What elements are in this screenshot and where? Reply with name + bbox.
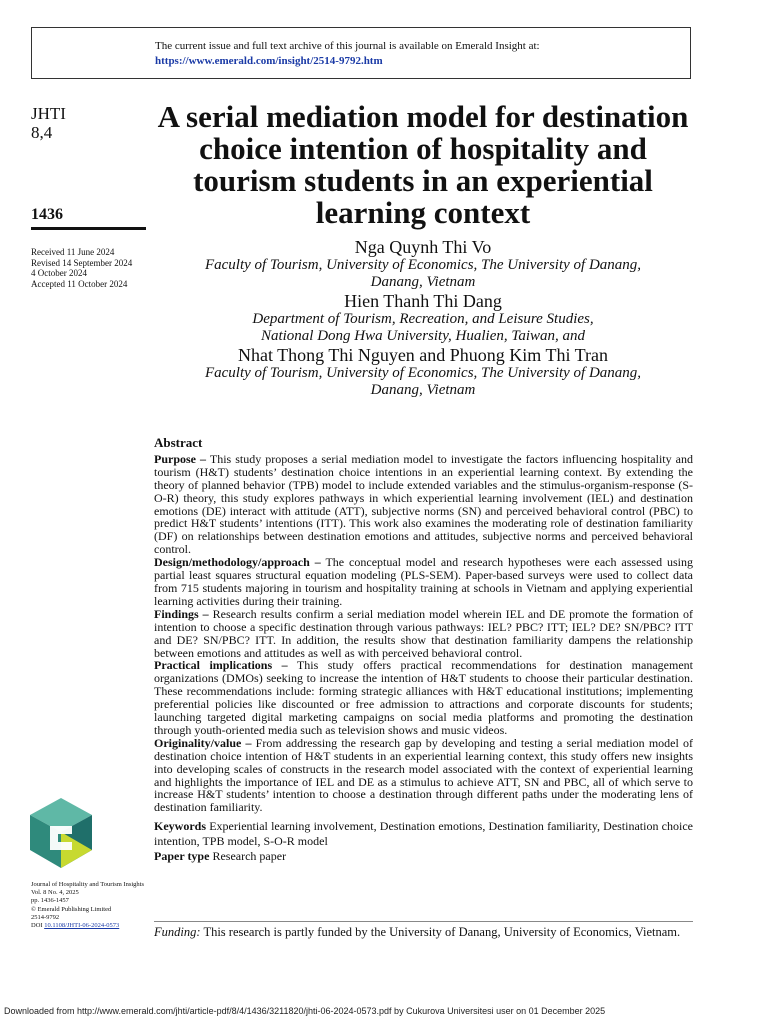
keywords-label: Keywords: [154, 819, 206, 834]
section-label: Practical implications –: [154, 658, 288, 673]
download-footer: Downloaded from http://www.emerald.com/jhti/article-pdf/8/4/1436/3211820/jhti-06-2024-0573.pdf by Cukurova Universitesi user on 01 December 2025: [4, 1006, 606, 1016]
journal-abbrev: JHTI: [31, 104, 66, 123]
section-text: The conceptual model and research hypotheses were each assessed using partial least squares structural equation modeling (PLS-SEM). Paper-based surveys were used to collect data from 715 students majoring in tourism and hospitality training at schools in Vietnam and applying experiential learning activities during their training.: [154, 555, 693, 608]
author-affiliation: Danang, Vietnam: [370, 382, 476, 398]
author-affiliation: Danang, Vietnam: [370, 274, 476, 290]
abstract-purpose: [154, 453, 693, 556]
journal-volume: 8,4: [31, 123, 53, 142]
emerald-logo: [30, 798, 92, 868]
funding-label: Funding:: [154, 925, 201, 939]
archive-notice: The current issue and full text archive of this journal is available on Emerald Insight at:: [155, 40, 540, 52]
journal-metadata: [31, 881, 144, 930]
section-text: This study proposes a serial mediation model to investigate the factors influencing hospitality and tourism (H&T) students’ destination choice intentions in an experiential learning context. By extending the theory of planned behavior (TPB) model to include extended variables and the stimulus-organism-response (S-O-R) theory, this study explores pathways in which experiential learning involvement (IEL) and destination emotions (DE) interact with attitude (ATT), subjective norms (SN) and perceived behavioral control (PBC) to predict H&T students’ intentions (ITT). This work also examines the moderating role of destination familiarity (DF) on relationships between destination emotions and attitudes, subjective norms and perceived behavioral control.: [154, 451, 693, 557]
journal-issue: Vol. 8 No. 4, 2025: [31, 889, 79, 897]
abstract-block: [154, 437, 693, 864]
author-affiliation: Faculty of Tourism, University of Economics, The University of Danang,: [204, 365, 642, 381]
author-name: Nga Quynh Thi Vo: [354, 237, 492, 257]
abstract-design: [154, 556, 693, 608]
article-dates: [31, 247, 132, 289]
keywords-text: Experiential learning involvement, Destination emotions, Destination familiarity, Destination choice intention, TPB model, S-O-R model: [154, 819, 693, 849]
section-text: From addressing the research gap by developing and testing a serial mediation model of destination choice intention of H&T students in an experiential learning context, this study offers new insights into developing scales of constructs in the research model associated with the context of experiential learning and highlights the importance of IEL and DE as a stimulus to achieve ATT, SN and PBC, all of which serve to increase H&T students’ intention to choose a destination through different paths under the moderating lens of destination familiarity.: [154, 735, 693, 815]
revised-date-2: 4 October 2024: [31, 268, 87, 278]
page-number-rule: [31, 227, 146, 230]
journal-name: Journal of Hospitality and Tourism Insights: [31, 881, 144, 888]
journal-id: [31, 104, 66, 142]
journal-issn: 2514-9792: [31, 913, 60, 921]
abstract-originality: [154, 737, 693, 814]
journal-archive-box: [31, 27, 691, 79]
doi-line: [31, 922, 144, 930]
accepted-date: Accepted 11 October 2024: [31, 278, 128, 289]
funding-text: This research is partly funded by the University of Danang, University of Economics, Vietnam.: [203, 925, 681, 939]
section-label: Findings –: [154, 606, 209, 621]
article-title: A serial mediation model for destination choice intention of hospitality and tourism students in an experiential learning context: [157, 99, 689, 230]
abstract-findings: [154, 608, 693, 660]
journal-publisher: © Emerald Publishing Limited: [31, 905, 112, 913]
funding-rule: [154, 921, 693, 922]
doi-link[interactable]: 10.1108/JHTI-06-2024-0573: [44, 922, 120, 930]
funding-note: [154, 925, 714, 940]
author-block: [150, 237, 696, 399]
journal-url-link[interactable]: https://www.emerald.com/insight/2514-9792.htm: [155, 55, 383, 67]
section-text: This study offers practical recommendations for destination management organizations (DMOs) seeking to increase the intention of H&T students to choose their particular destination. These recommendations include: forming strategic alliances with H&T educational institutions; implementing preferential policies like discounted or free admission to attractions and corporate discounts for students; launching targeted digital marketing campaigns on social media platforms and promoting the destination through youth-oriented media such as television shows and music videos.: [154, 658, 693, 737]
page-number: 1436: [31, 206, 63, 223]
section-text: Research results confirm a serial mediation model wherein IEL and DE promote the formation of intention to choose a specific destination through various pathways: IEL? PBC? ITT; IEL? DE? SN/PBC? ITT and DE? SN/PBC? ITT. In addition, the results show that destination familiarity dampens the relationship between emotions and attitudes as well as with perceived behavioral control.: [154, 606, 694, 660]
author-affiliation: National Dong Hwa University, Hualien, Taiwan, and: [260, 328, 586, 344]
section-label: Purpose –: [154, 451, 207, 466]
author-affiliation: Department of Tourism, Recreation, and Leisure Studies,: [252, 311, 594, 327]
author-name: Hien Thanh Thi Dang: [344, 291, 502, 311]
author-name: Nhat Thong Thi Nguyen and Phuong Kim Thi Tran: [237, 345, 608, 365]
keywords: [154, 819, 693, 849]
abstract-heading: Abstract: [154, 435, 203, 450]
section-label: Design/methodology/approach –: [154, 555, 321, 570]
journal-pages: pp. 1436-1457: [31, 897, 69, 905]
received-date: Received 11 June 2024: [31, 247, 115, 257]
doi-label: DOI: [31, 922, 43, 930]
section-label: Originality/value –: [154, 735, 252, 750]
author-affiliation: Faculty of Tourism, University of Economics, The University of Danang,: [204, 257, 642, 273]
abstract-practical: [154, 659, 693, 736]
paper-type-label: Paper type: [154, 849, 210, 864]
paper-type: [154, 849, 693, 864]
paper-type-text: Research paper: [212, 849, 287, 864]
revised-date: Revised 14 September 2024: [31, 257, 133, 268]
